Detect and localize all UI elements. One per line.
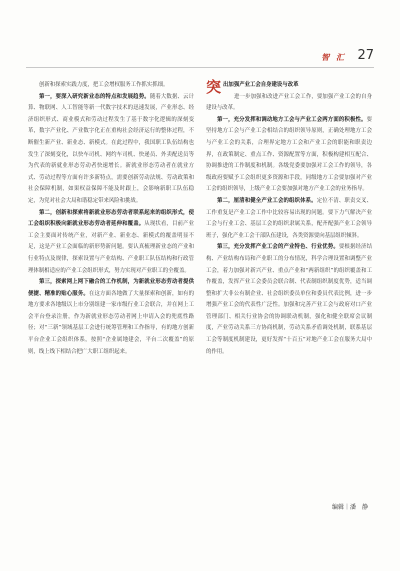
paragraph-body: 从现状看，目前产业工会主要面对传统产业，对新产业、新业态、新模式的覆盖明显不足，这是产业工会面临的新形势新问题。要认真梳理新业态的产业和行业特点及规律，探索设置与产业结构、产业职工队伍结构和行政管理体制相适应的产业工会组织形式，努力实现对产业职工的全覆盖。	[28, 221, 194, 274]
paragraph: 进一步加强和改进产业工会工作，要加强产业工会的自身建设与改革。	[206, 93, 372, 112]
paragraph-body: 要根据经济结构、产业结构布局和产业职工的分布情况，科学合理设置和调整产业工会，着力加强对新兴产业、重点产业和“两新组织”的组织覆盖和工作覆盖，发挥产业工会委员会联合制、代表制组织制度优势，适当调整和扩大非公有制企业、社会组织委员单位和委员代表比例，进一步增强产业工会的代表性广泛性。加强和完善产业工会与政府对口产业管理部门、相关行业协会的协调联动机制，强化和健全联席会议制度，产业劳动关系三方协商机制，劳动关系矛盾调处机制，联系基层工会等制度机制建设，更好发挥“十百五”对地产业工会在服务大局中的作用。	[206, 244, 372, 355]
paragraph-lead: 第二，创新和探索将新就业形态劳动者联系起来的组织形式，使工会组织积极向新就业形态劳动者延伸和覆盖。	[28, 209, 194, 228]
paragraph-lead: 第一，要深入研究新业态的特点和发展趋势。	[39, 93, 150, 100]
right-column	[206, 80, 372, 358]
paragraph-body: 随着大数据、云计算、物联网、人工智能等新一代数字技术的迅速发展，产业形态、经济组织形式、商业模式和劳动过程发生了基于数字化逻辑的深刻变革，数字产业化、产业数字化正在重构社会经济运行的整体过程，不断催生新产业、新业态、新模式。在此过程中，我国职工队伍结构也发生了深刻变化，以快车司机、网约车司机、快递员、外卖配送员等为代表的新就业形态劳动者快速增长。新就业形态劳动者在就业方式、劳动过程等方面有许多新特点，需要创新劳动法规、劳动政策和社会保障机制，如果权益保障不能及时跟上，会影响新职工队伍稳定，为党对社会大局和谐稳定带来风险和挑战。	[28, 93, 194, 204]
paragraph	[206, 196, 372, 242]
paragraph: 创新和探索实践力度，把工会增权服务工作抓实抓细。	[39, 82, 169, 88]
paragraph-lead: 第二，厘清和健全产业工会的组织体系。	[217, 197, 317, 204]
paragraph	[28, 92, 194, 208]
heading-text: 出加强产业工会自身建设与改革	[223, 82, 299, 88]
left-column	[28, 80, 194, 358]
header-rule	[26, 67, 374, 68]
page-number: 27	[357, 48, 374, 63]
paragraph-body: 定位不清、职责交叉、工作重复是产业工会工作中比较容易出现的问题。要下力气解决产业工会与行业工会、基层工会的组织隶属关系，配齐配强产业工会领导班子，强化产业工会干部队伍建设，各类资源要向基层组织倾斜。	[206, 197, 372, 239]
paragraph-lead: 第一，充分发挥和调动地方工会与产业工会两方面的积极性。	[217, 116, 367, 123]
section-tag: 智 汇	[321, 53, 346, 62]
paragraph	[206, 115, 372, 196]
paragraph	[28, 208, 194, 278]
section-heading	[206, 78, 372, 96]
paragraph-body: 要坚持地方工会与产业工会相结合的组织领导原则，正确处理地方工会与产业工会的关系，合理界定地方工会和产业工会的职能和职责边界，在政策制定、重点工作、资源配置等方面，积极构建相互配合、协调推进的工作制度和机制。各级党委要加强对工会工作的领导，各级政府要赋予工会组织更多资源和手段，同级地方工会要加强对产业工会的组织领导，上级产业工会要加强对地方产业工会的业务指导。	[206, 116, 372, 193]
editor-credit: 编辑｜潘 静	[331, 504, 368, 511]
paragraph	[206, 242, 372, 358]
paragraph-lead: 第三，探索网上网下融合的工作机制，为新就业形态劳动者提供便捷、精准的贴心服务。	[28, 279, 194, 297]
paragraph-body: 在这方面各地做了大量探索和创新，如有的地方要求各地级以上市分别组建一家市级行业工会联合，并在网上工会平台登录注册，作为新就业形态劳动者网上申请入会的兜底性路径；对“三新”领域基层工会进行统筹管理和工作指导，有的地方创新平台企业工会组织体系，按照“企业属地建会，平台二次覆盖”的原则，线上线下相结合把广大职工组织起来。	[28, 290, 194, 355]
paragraph-lead: 第三，充分发挥产业工会的产业特色、行业优势。	[217, 244, 339, 251]
paragraph	[28, 277, 194, 358]
drop-cap: 突	[206, 78, 222, 96]
